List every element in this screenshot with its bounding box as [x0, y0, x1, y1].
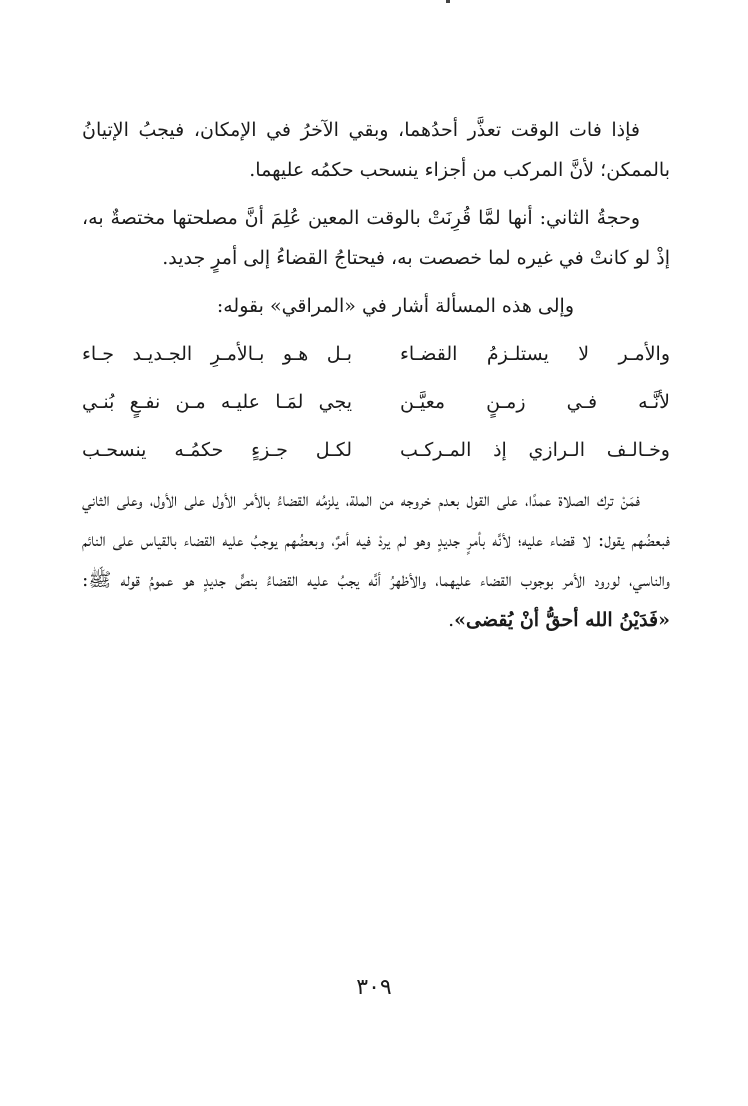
paragraph-2: وحجةُ الثاني: أنها لمَّا قُرِنَتْ بالوقت المعين عُلِمَ أنَّ مصلحتها مختصةٌ به، إذْ لو كانتْ في غيره لما خصصت به، فيحتاجُ القضاءُ إلى أمرٍ جديد.: [82, 207, 670, 269]
verse-3-second: لكـل جـزءٍ حكمُـه ينسحـب: [82, 439, 352, 461]
verse-3: [82, 426, 670, 474]
verse-3-first: وخـالـف الـرازي إذ المـركـب: [400, 439, 670, 461]
verse-1-first: والأمـر لا يستلـزمُ القضـاء: [400, 343, 670, 365]
paragraph-1: فإذا فات الوقت تعذَّر أحدُهما، وبقي الآخرُ في الإمكان، فيجبُ الإتيانُ بالممكن؛ لأنَّ المركب من أجزاء ينسحب حكمُه عليهما.: [82, 119, 670, 181]
paragraph-3: [82, 480, 670, 640]
verse-2-first: لأنَّـه فـي زمـنٍ معيَّـن: [400, 391, 670, 413]
hadith-quote: «فَدَيْنُ الله أحقُّ أنْ يُقضى»: [454, 609, 670, 631]
paragraph-3-text: فمَنْ ترك الصلاة عمدًا، على القول بعدم خروجه من الملة، يلزمُه القضاءُ بالأمر الأول على الأول، وعلى الثاني فبعضُهم يقول: لا قضاء عليه؛ لأنَّه بأمرٍ جديدٍ وهو لم يردْ فيه أمرٌ، وبعضُهم يوجبُ عليه القضاء بالقياس على النائم والناسي، لورود الأمر بوجوب القضاء عليهما، والأظهرُ أنَّه يجبُ عليه القضاءُ بنصٍّ جديدٍ هو عمومُ قوله ﷺ:: [82, 489, 670, 591]
top-mark: [446, 0, 450, 3]
verse-2: [82, 378, 670, 426]
page-number: ٣٠٩: [356, 975, 392, 1000]
verse-1-second: بـل هـو بـالأمـرِ الجـديـد جـاء: [82, 343, 352, 365]
verse-2-second: يجي لمَـا عليـه مـن نفـعٍ بُنـي: [82, 391, 352, 413]
paragraph-3-end: .: [448, 609, 455, 631]
page-body: [82, 110, 670, 648]
poem-intro: وإلى هذه المسألة أشار في «المراقي» بقوله:: [216, 295, 574, 317]
verse-1: [82, 330, 670, 378]
poem: [82, 330, 670, 474]
